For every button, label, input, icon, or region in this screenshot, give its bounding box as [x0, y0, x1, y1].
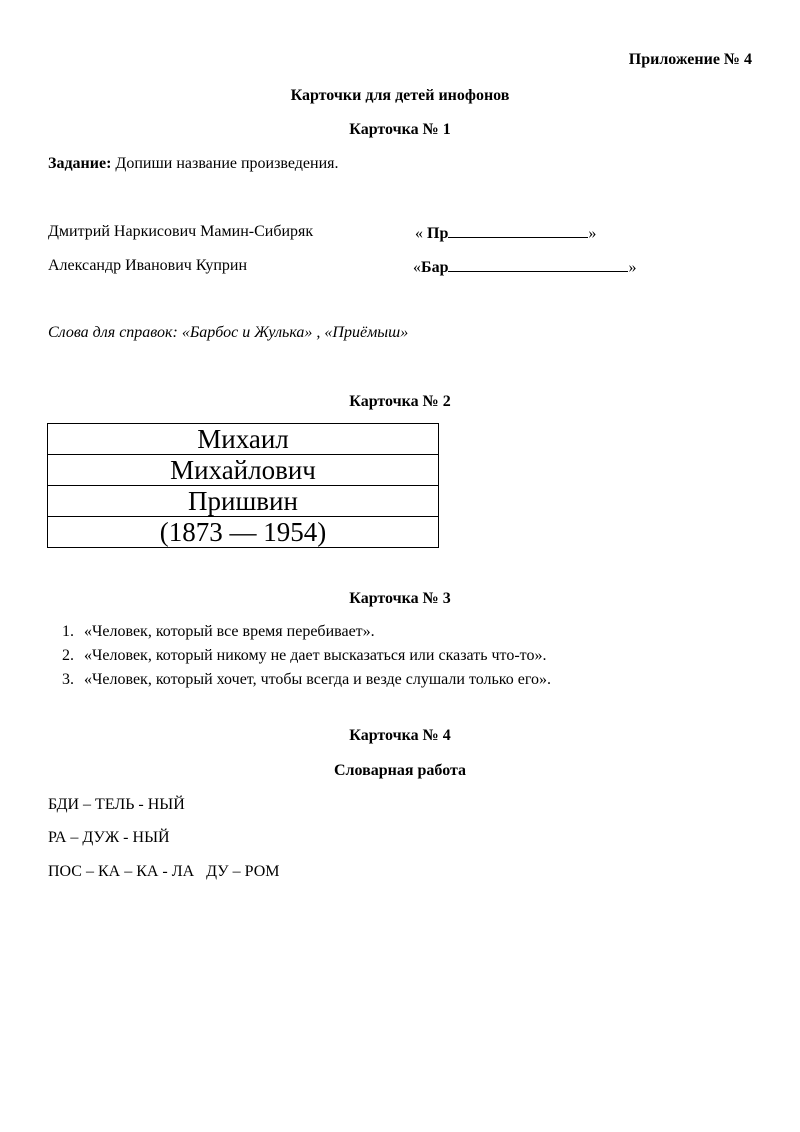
list-item: 2. «Человек, который никому не дает высказаться или сказать что-то». — [62, 647, 547, 664]
word-item: РА – ДУЖ - НЫЙ — [48, 829, 170, 846]
table-cell-first-name: Михаил — [48, 424, 439, 455]
card4-heading: Карточка № 4 — [349, 727, 451, 744]
word-item: БДИ – ТЕЛЬ - НЫЙ — [48, 796, 185, 813]
appendix-label: Приложение № 4 — [628, 51, 752, 68]
card2-heading: Карточка № 2 — [349, 393, 451, 410]
answer-blank[interactable] — [448, 257, 628, 272]
list-item: 1. «Человек, который все время перебивает». — [62, 623, 375, 640]
table-cell-years: (1873 — 1954) — [48, 517, 439, 548]
table-cell-patronymic: Михайлович — [48, 455, 439, 486]
card1-answer-2: «Бар » — [413, 259, 637, 276]
card1-hint: Слова для справок: «Барбос и Жулька» , «Приёмыш» — [48, 324, 409, 341]
list-item: 3. «Человек, который хочет, чтобы всегда и везде слушали только его». — [62, 671, 552, 688]
title-prefix: Пр — [427, 225, 449, 242]
task-label: Задание: — [48, 155, 112, 172]
answer-blank[interactable] — [448, 223, 588, 238]
title-prefix: Бар — [421, 259, 449, 276]
task-text: Допиши название произведения. — [111, 155, 339, 172]
card1-task — [48, 155, 339, 173]
word-item: ПОС – КА – КА - ЛА ДУ – РОМ — [48, 863, 280, 880]
page-title: Карточки для детей инофонов — [290, 87, 510, 104]
card1-answer-1: « Пр » — [415, 225, 597, 242]
card1-author-2: Александр Иванович Куприн — [48, 257, 247, 274]
author-name-table — [47, 423, 439, 548]
table-cell-surname: Пришвин — [48, 486, 439, 517]
card4-subheading: Словарная работа — [333, 762, 467, 779]
card1-author-1: Дмитрий Наркисович Мамин-Сибиряк — [48, 223, 314, 240]
card1-heading: Карточка № 1 — [349, 121, 451, 138]
card3-heading: Карточка № 3 — [349, 590, 451, 607]
